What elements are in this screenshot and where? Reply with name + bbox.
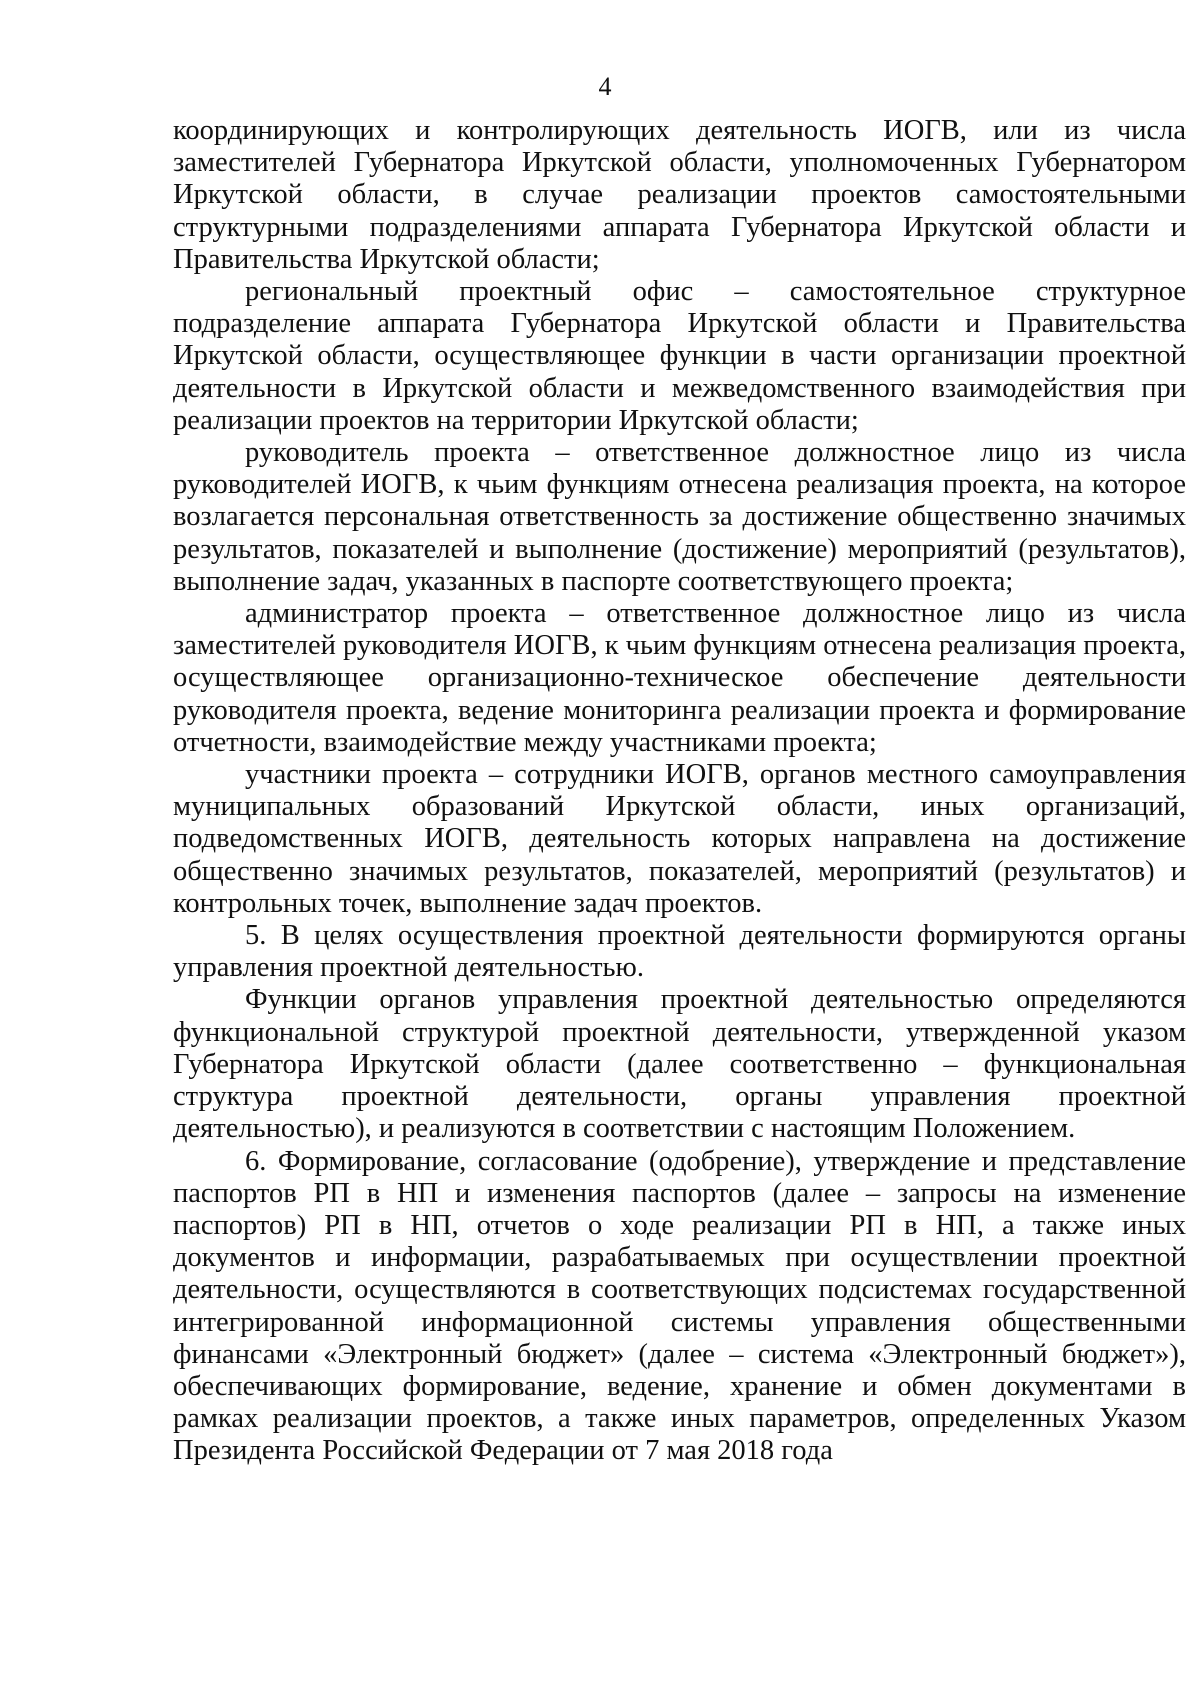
paragraph-item-6: 6. Формирование, согласование (одобрение), утверждение и представление паспортов РП в НП и изменения паспортов (далее – запросы на изменение паспортов) РП в НП, отчетов о ходе реализации РП в НП, а также иных документов и информации, разрабатываемых при осуществлении проектной деятельности, осуществляются в соответствующих подсистемах государственной интегрированной информационной системы управления общественными финансами «Электронный бюджет» (далее – система «Электронный бюджет»), обеспечивающих формирование, ведение, хранение и обмен документами в рамках реализации проектов, а также иных параметров, определенных Указом Президента Российской Федерации от 7 мая 2018 года <box>173 1145 1186 1467</box>
paragraph-continuation: координирующих и контролирующих деятельность ИОГВ, или из числа заместителей Губернатора Иркутской области, уполномоченных Губернатором Иркутской области, в случае реализации проектов самостоятельными структурными подразделениями аппарата Губернатора Иркутской области и Правительства Иркутской области; <box>173 115 1186 275</box>
paragraph-functions: Функции органов управления проектной деятельностью определяются функциональной структурой проектной деятельности, утвержденной указом Губернатора Иркутской области (далее соответственно – функциональная структура проектной деятельности, органы управления проектной деятельностью), и реализуются в соответствии с настоящим Положением. <box>173 984 1186 1145</box>
paragraph-project-participants: участники проекта – сотрудники ИОГВ, органов местного самоуправления муниципальных образований Иркутской области, иных организаций, подведомственных ИОГВ, деятельность которых направлена на достижение общественно значимых результатов, показателей, мероприятий (результатов) и контрольных точек, выполнение задач проектов. <box>173 759 1186 919</box>
paragraph-regional-project-office: региональный проектный офис – самостоятельное структурное подразделение аппарата Губернатора Иркутской области и Правительства Иркутской области, осуществляющее функции в части организации проектной деятельности в Иркутской области и межведомственного взаимодействия при реализации проектов на территории Иркутской области; <box>173 276 1186 436</box>
paragraph-item-5: 5. В целях осуществления проектной деятельности формируются органы управления проектной деятельностью. <box>173 920 1186 984</box>
paragraph-project-administrator: администратор проекта – ответственное должностное лицо из числа заместителей руководителя ИОГВ, к чьим функциям отнесена реализация проекта, осуществляющее организационно-техническое обеспечение деятельности руководителя проекта, ведение мониторинга реализации проекта и формирование отчетности, взаимодействие между участниками проекта; <box>173 598 1186 758</box>
paragraph-project-manager: руководитель проекта – ответственное должностное лицо из числа руководителей ИОГВ, к чьим функциям отнесена реализация проекта, на которое возлагается персональная ответственность за достижение общественно значимых результатов, показателей и выполнение (достижение) мероприятий (результатов), выполнение задач, указанных в паспорте соответствующего проекта; <box>173 437 1186 597</box>
document-body <box>173 115 1186 1468</box>
page-number: 4 <box>598 72 612 101</box>
